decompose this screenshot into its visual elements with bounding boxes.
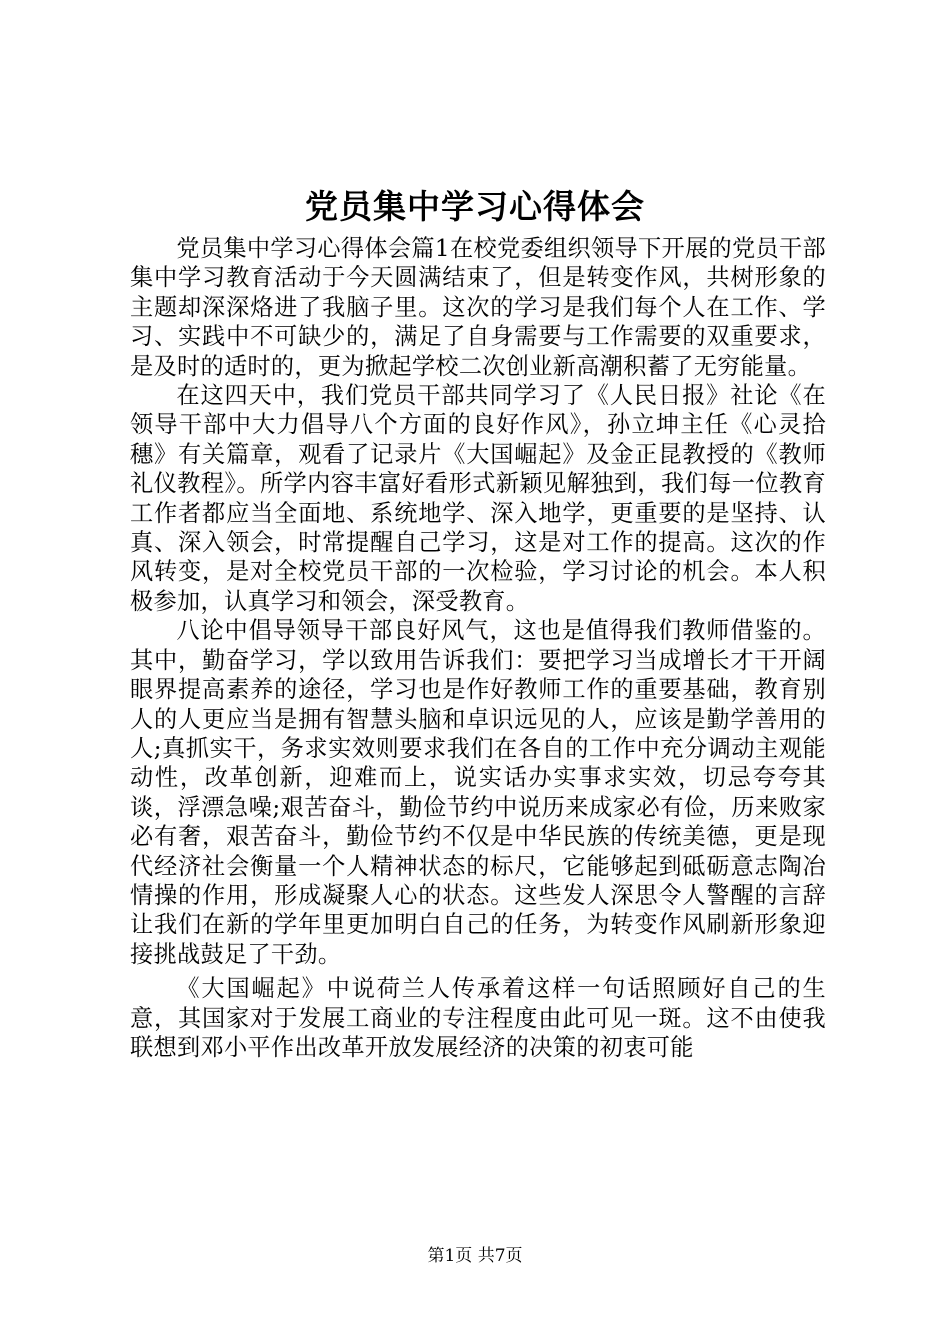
paragraph-4: 《大国崛起》中说荷兰人传承着这样一句话照顾好自己的生意，其国家对于发展工商业的专注程度由此可见一斑。这不由使我联想到邓小平作出改革开放发展经济的决策的初衷可能 xyxy=(130,975,826,1061)
paragraph-1: 党员集中学习心得体会篇1在校党委组织领导下开展的党员干部集中学习教育活动于今天圆满结束了，但是转变作风，共树形象的主题却深深烙进了我脑子里。这次的学习是我们每个人在工作、学习、实践中不可缺少的，满足了自身需要与工作需要的双重要求，是及时的适时的，更为掀起学校二次创业新高潮积蓄了无穷能量。 xyxy=(130,235,826,380)
paragraph-2: 在这四天中，我们党员干部共同学习了《人民日报》社论《在领导干部中大力倡导八个方面的良好作风》，孙立坤主任《心灵拾穗》有关篇章，观看了记录片《大国崛起》及金正昆教授的《教师礼仪教程》。所学内容丰富好看形式新颖见解独到，我们每一位教育工作者都应当全面地、系统地学、深入地学，更重要的是坚持、认真、深入领会，时常提醒自己学习，这是对工作的提高。这次的作风转变，是对全校党员干部的一次检验，学习讨论的机会。本人积极参加，认真学习和领会，深受教育。 xyxy=(130,382,826,615)
paragraph-3: 八论中倡导领导干部良好风气，这也是值得我们教师借鉴的。其中，勤奋学习，学以致用告诉我们：要把学习当成增长才干开阔眼界提高素养的途径，学习也是作好教师工作的重要基础，教育别人的人更应当是拥有智慧头脑和卓识远见的人，应该是勤学善用的人;真抓实干，务求实效则要求我们在各自的工作中充分调动主观能动性，改革创新，迎难而上，说实话办实事求实效，切忌夸夸其谈，浮漂急噪;艰苦奋斗，勤俭节约中说历来成家必有俭，历来败家必有奢，艰苦奋斗，勤俭节约不仅是中华民族的传统美德，更是现代经济社会衡量一个人精神状态的标尺，它能够起到砥砺意志陶冶情操的作用，形成凝聚人心的状态。这些发人深思令人警醒的言辞让我们在新的学年里更加明白自己的任务，为转变作风刷新形象迎接挑战鼓足了干劲。 xyxy=(130,617,826,968)
page-title: 党员集中学习心得体会 xyxy=(305,187,645,226)
document-body xyxy=(130,234,826,1062)
page-footer: 第1页 共7页 xyxy=(427,1246,523,1266)
